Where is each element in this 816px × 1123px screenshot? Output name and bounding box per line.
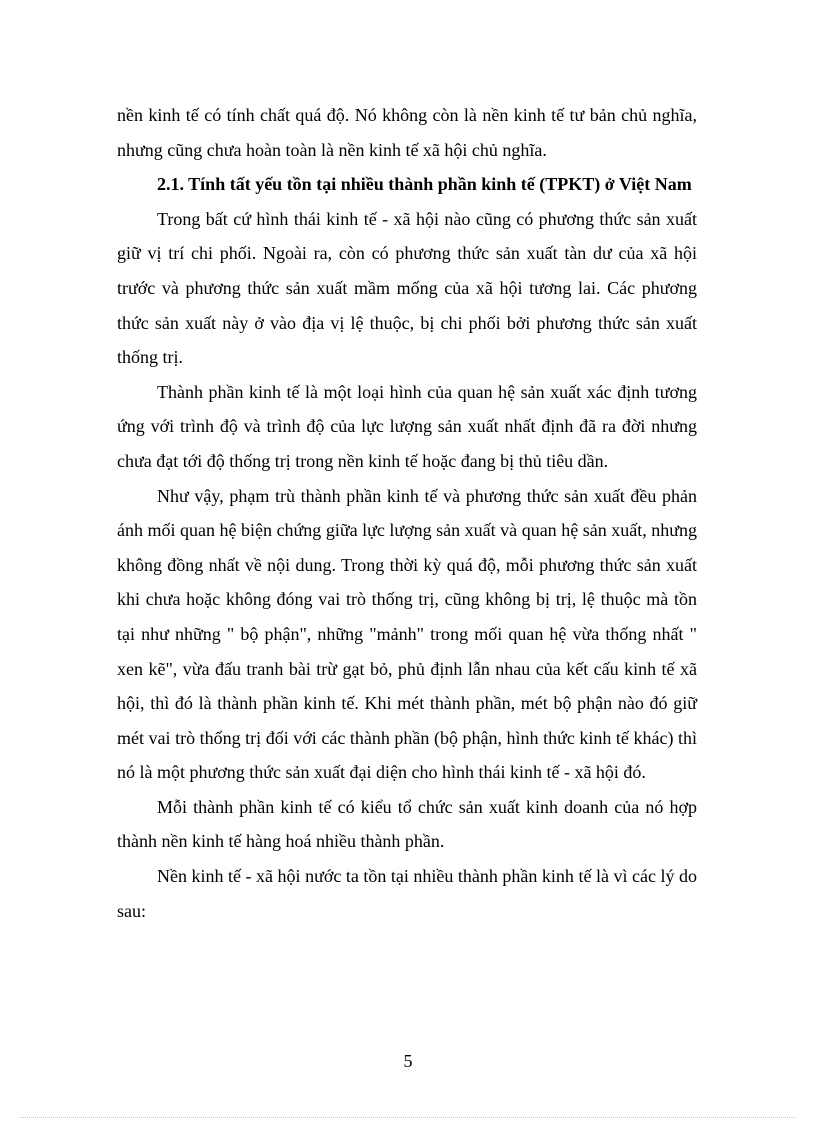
paragraph-continuation: nền kinh tế có tính chất quá độ. Nó không còn là nền kinh tế tư bản chủ nghĩa, nhưng cũng chưa hoàn toàn là nền kinh tế xã hội chủ nghĩa. (117, 105, 697, 160)
page-body (117, 98, 697, 928)
page-bottom-divider (20, 1117, 796, 1118)
paragraph-dialectical-relation: Như vậy, phạm trù thành phần kinh tế và phương thức sản xuất đều phản ánh mối quan hệ biện chứng giữa lực lượng sản xuất và quan hệ sản xuất, nhưng không đồng nhất về nội dung. Trong thời kỳ quá độ, mỗi phương thức sản xuất khi chưa hoặc không đóng vai trò thống trị, cũng không bị trị, lệ thuộc mà tồn tại như những " bộ phận", những "mảnh" trong mối quan hệ vừa thống nhất " xen kẽ", vừa đấu tranh bài trừ gạt bỏ, phủ định lẫn nhau của kết cấu kinh tế xã hội, thì đó là thành phần kinh tế. Khi mét thành phần, mét bộ phận nào đó giữ mét vai trò thống trị đối với các thành phần (bộ phận, hình thức kinh tế khác) thì nó là một phương thức sản xuất đại diện cho hình thái kinh tế - xã hội đó. (117, 485, 697, 783)
paragraph-organization-forms: Mỗi thành phần kinh tế có kiểu tổ chức sản xuất kinh doanh của nó hợp thành nền kinh tế hàng hoá nhiều thành phần. (117, 796, 697, 852)
page-number: 5 (403, 1051, 413, 1071)
section-heading: 2.1. Tính tất yếu tồn tại nhiều thành phần kinh tế (TPKT) ở Việt Nam (157, 174, 692, 195)
paragraph-economic-sector-definition: Thành phần kinh tế là một loại hình của quan hệ sản xuất xác định tương ứng với trình độ và trình độ của lực lượng sản xuất nhất định đã ra đời nhưng chưa đạt tới độ thống trị trong nền kinh tế hoặc đang bị thủ tiêu dần. (117, 381, 697, 471)
paragraph-reasons-intro: Nền kinh tế - xã hội nước ta tồn tại nhiều thành phần kinh tế là vì các lý do sau: (117, 866, 697, 921)
paragraph-dominant-mode: Trong bất cứ hình thái kinh tế - xã hội nào cũng có phương thức sản xuất giữ vị trí chi phối. Ngoài ra, còn có phương thức sản xuất tàn dư của xã hội trước và phương thức sản xuất mầm mống của xã hội tương lai. Các phương thức sản xuất này ở vào địa vị lệ thuộc, bị chi phối bởi phương thức sản xuất thống trị. (117, 208, 697, 368)
